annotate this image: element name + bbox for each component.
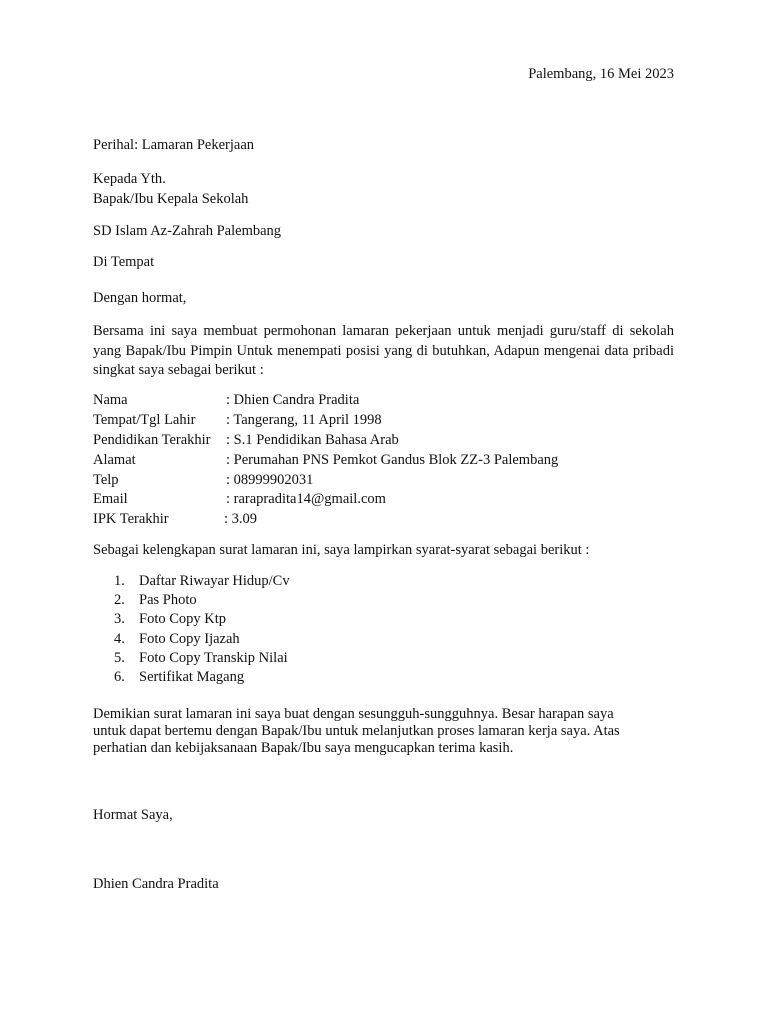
personal-data-row xyxy=(93,510,257,530)
field-value: : S.1 Pendidikan Bahasa Arab xyxy=(226,432,399,448)
recipient-title: Bapak/Ibu Kepala Sekolah xyxy=(93,191,249,207)
field-label: Pendidikan Terakhir xyxy=(93,432,211,448)
field-value: : Tangerang, 11 April 1998 xyxy=(226,412,382,428)
attachments-intro: Sebagai kelengkapan surat lamaran ini, saya lampirkan syarat-syarat sebagai berikut : xyxy=(93,542,590,558)
list-item xyxy=(114,610,226,630)
list-text: Foto Copy Ijazah xyxy=(139,631,240,647)
field-label: IPK Terakhir xyxy=(93,511,169,527)
greeting: Dengan hormat, xyxy=(93,290,187,306)
recipient-school: SD Islam Az-Zahrah Palembang xyxy=(93,223,282,239)
recipient-salutation: Kepada Yth. xyxy=(93,171,166,187)
field-label: Tempat/Tgl Lahir xyxy=(93,412,196,428)
field-label: Telp xyxy=(93,472,119,488)
field-value: : rarapradita14@gmail.com xyxy=(226,491,386,507)
list-item xyxy=(114,630,240,650)
field-label: Alamat xyxy=(93,452,136,468)
list-number: 5. xyxy=(114,650,125,666)
list-text: Foto Copy Ktp xyxy=(139,611,227,627)
personal-data-row xyxy=(93,451,558,471)
list-text: Foto Copy Transkip Nilai xyxy=(139,650,288,666)
field-value: : 08999902031 xyxy=(226,472,314,488)
personal-data-row xyxy=(93,471,313,491)
personal-data-row xyxy=(93,431,399,451)
list-number: 4. xyxy=(114,631,125,647)
list-number: 1. xyxy=(114,573,125,589)
field-label: Email xyxy=(93,491,128,507)
signoff: Hormat Saya, xyxy=(93,807,173,823)
closing-line: untuk dapat bertemu dengan Bapak/Ibu untuk melanjutkan proses lamaran kerja saya. Atas xyxy=(93,723,620,739)
list-text: Pas Photo xyxy=(139,592,197,608)
field-value: : Dhien Candra Pradita xyxy=(226,392,360,408)
signature-name: Dhien Candra Pradita xyxy=(93,876,219,892)
personal-data-row xyxy=(93,391,359,411)
personal-data-row xyxy=(93,490,386,510)
list-number: 6. xyxy=(114,669,125,685)
list-item xyxy=(114,572,290,592)
field-label: Nama xyxy=(93,392,128,408)
recipient-location: Di Tempat xyxy=(93,254,155,270)
list-text: Sertifikat Magang xyxy=(139,669,245,685)
personal-data-row xyxy=(93,411,382,431)
list-item xyxy=(114,668,244,688)
field-value: : Perumahan PNS Pemkot Gandus Blok ZZ-3 Palembang xyxy=(226,452,559,468)
list-item xyxy=(114,649,288,669)
list-item xyxy=(114,591,197,611)
closing-line: Demikian surat lamaran ini saya buat dengan sesungguh-sungguhnya. Besar harapan saya xyxy=(93,706,614,722)
place-date: Palembang, 16 Mei 2023 xyxy=(528,66,674,82)
field-value: : 3.09 xyxy=(224,511,258,527)
list-number: 2. xyxy=(114,592,125,608)
intro-paragraph: Bersama ini saya membuat permohonan lamaran pekerjaan untuk menjadi guru/staff di sekolah yang Bapak/Ibu Pimpin Untuk menempati posisi yang di butuhkan, Adapun mengenai data pribadi singkat saya sebagai berikut : xyxy=(93,323,674,379)
list-number: 3. xyxy=(114,611,125,627)
closing-line: perhatian dan kebijaksanaan Bapak/Ibu saya mengucapkan terima kasih. xyxy=(93,740,514,756)
list-text: Daftar Riwayar Hidup/Cv xyxy=(139,573,290,589)
subject-line: Perihal: Lamaran Pekerjaan xyxy=(93,137,255,153)
